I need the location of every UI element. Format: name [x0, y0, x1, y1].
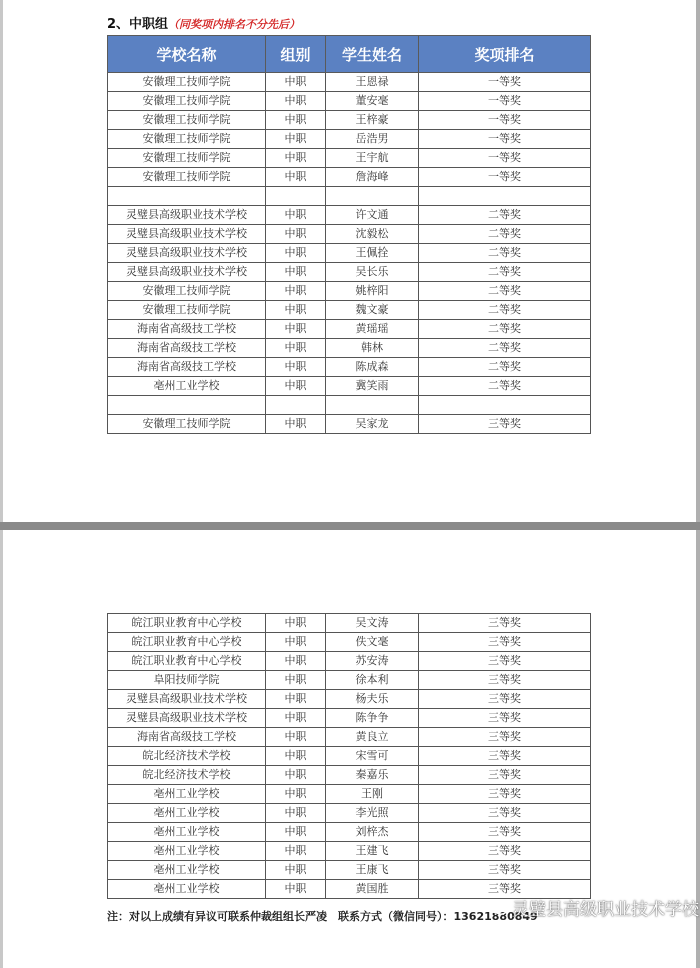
cell-school: 安徽理工技师学院 [108, 73, 266, 92]
cell-school: 海南省高级技工学校 [108, 320, 266, 339]
cell-school: 亳州工业学校 [108, 861, 266, 880]
page-separator [0, 522, 700, 530]
cell-award: 三等奖 [419, 804, 591, 823]
cell-group: 中职 [266, 206, 326, 225]
cell-group: 中职 [266, 880, 326, 899]
cell-award: 三等奖 [419, 633, 591, 652]
cell-student: 秦嘉乐 [326, 766, 419, 785]
cell-school: 皖北经济技术学校 [108, 766, 266, 785]
cell-group: 中职 [266, 168, 326, 187]
cell-student: 刘梓杰 [326, 823, 419, 842]
header-school: 学校名称 [108, 36, 266, 73]
cell-school: 海南省高级技工学校 [108, 728, 266, 747]
table-row [108, 301, 591, 320]
cell-group: 中职 [266, 861, 326, 880]
table-row [108, 339, 591, 358]
cell-school: 皖江职业教育中心学校 [108, 614, 266, 633]
cell-school: 海南省高级技工学校 [108, 339, 266, 358]
cell-school: 海南省高级技工学校 [108, 358, 266, 377]
cell-award: 二等奖 [419, 377, 591, 396]
cell-school: 安徽理工技师学院 [108, 301, 266, 320]
cell-award: 三等奖 [419, 415, 591, 434]
cell-school: 皖江职业教育中心学校 [108, 652, 266, 671]
cell-school: 灵璧县高级职业技术学校 [108, 225, 266, 244]
cell-student: 魏文豪 [326, 301, 419, 320]
cell-school: 安徽理工技师学院 [108, 282, 266, 301]
cell-student: 王刚 [326, 785, 419, 804]
cell-group: 中职 [266, 377, 326, 396]
cell-group: 中职 [266, 149, 326, 168]
watermark [488, 895, 699, 920]
cell-award: 三等奖 [419, 671, 591, 690]
header-group: 组别 [266, 36, 326, 73]
table-row [108, 804, 591, 823]
cell-group [266, 396, 326, 415]
table-row [108, 149, 591, 168]
cell-group: 中职 [266, 73, 326, 92]
table-row [108, 92, 591, 111]
table-header-row [108, 36, 591, 73]
document-page-2 [0, 530, 700, 968]
table-row [108, 358, 591, 377]
table-row [108, 652, 591, 671]
footer-note: 注：对以上成绩有异议可联系仲裁组组长严凌 联系方式（微信同号）：13621880849 [107, 910, 538, 923]
table-row [108, 709, 591, 728]
cell-school: 皖江职业教育中心学校 [108, 633, 266, 652]
table-row [108, 842, 591, 861]
cell-school: 灵璧县高级职业技术学校 [108, 709, 266, 728]
table-row [108, 690, 591, 709]
cell-student: 杨夫乐 [326, 690, 419, 709]
cell-award: 三等奖 [419, 728, 591, 747]
cell-award: 一等奖 [419, 73, 591, 92]
cell-school: 灵璧县高级职业技术学校 [108, 263, 266, 282]
table-row [108, 263, 591, 282]
cell-student: 宋雪可 [326, 747, 419, 766]
table-row [108, 168, 591, 187]
cell-group: 中职 [266, 92, 326, 111]
cell-school: 亳州工业学校 [108, 880, 266, 899]
cell-school: 安徽理工技师学院 [108, 92, 266, 111]
section-title [107, 13, 300, 32]
cell-student: 许文通 [326, 206, 419, 225]
cell-group: 中职 [266, 709, 326, 728]
cell-group: 中职 [266, 225, 326, 244]
cell-student: 黄良立 [326, 728, 419, 747]
table-row [108, 671, 591, 690]
cell-student: 黄国胜 [326, 880, 419, 899]
cell-group: 中职 [266, 766, 326, 785]
cell-school: 安徽理工技师学院 [108, 130, 266, 149]
cell-award: 三等奖 [419, 842, 591, 861]
section-title-text: 2、中职组 [107, 17, 169, 32]
header-student: 学生姓名 [326, 36, 419, 73]
table-row [108, 282, 591, 301]
cell-student: 王梓豪 [326, 111, 419, 130]
table-row [108, 111, 591, 130]
cell-student: 岳浩男 [326, 130, 419, 149]
cell-student: 詹海峰 [326, 168, 419, 187]
cell-award: 二等奖 [419, 282, 591, 301]
cell-student: 吴文涛 [326, 614, 419, 633]
cell-group: 中职 [266, 671, 326, 690]
cell-student: 吴长乐 [326, 263, 419, 282]
table-row [108, 633, 591, 652]
cell-award: 一等奖 [419, 92, 591, 111]
cell-school: 安徽理工技师学院 [108, 111, 266, 130]
cell-school: 安徽理工技师学院 [108, 168, 266, 187]
cell-group: 中职 [266, 690, 326, 709]
cell-award [419, 187, 591, 206]
cell-student: 黄瑶瑶 [326, 320, 419, 339]
cell-award: 一等奖 [419, 130, 591, 149]
cell-school: 灵璧县高级职业技术学校 [108, 690, 266, 709]
table-row [108, 225, 591, 244]
page-edge-left [0, 530, 3, 968]
cell-group: 中职 [266, 130, 326, 149]
table-row [108, 206, 591, 225]
table-row [108, 728, 591, 747]
cell-award: 三等奖 [419, 614, 591, 633]
cell-award: 三等奖 [419, 747, 591, 766]
cell-award: 二等奖 [419, 225, 591, 244]
cell-school: 阜阳技师学院 [108, 671, 266, 690]
cell-award: 二等奖 [419, 206, 591, 225]
cell-group: 中职 [266, 358, 326, 377]
table-row [108, 747, 591, 766]
table-row [108, 766, 591, 785]
results-table-page-2 [107, 613, 591, 899]
cell-student: 陈争争 [326, 709, 419, 728]
results-table-page-1 [107, 35, 591, 434]
cell-student: 陈成森 [326, 358, 419, 377]
table-row [108, 861, 591, 880]
cell-student: 徐本利 [326, 671, 419, 690]
cell-award: 二等奖 [419, 358, 591, 377]
cell-student: 董安毫 [326, 92, 419, 111]
section-note: （同奖项内排名不分先后） [168, 18, 301, 31]
cell-award: 三等奖 [419, 766, 591, 785]
cell-student: 佚文毫 [326, 633, 419, 652]
cell-student: 王恩禄 [326, 73, 419, 92]
cell-group: 中职 [266, 652, 326, 671]
cell-student: 王佩拴 [326, 244, 419, 263]
cell-group [266, 187, 326, 206]
table-row [108, 73, 591, 92]
cell-school [108, 187, 266, 206]
cell-group: 中职 [266, 339, 326, 358]
table-row [108, 377, 591, 396]
table-body-page-1 [108, 73, 591, 434]
cell-award: 三等奖 [419, 861, 591, 880]
table-row-blank [108, 396, 591, 415]
table-row [108, 320, 591, 339]
table-body-page-2 [108, 614, 591, 899]
cell-group: 中职 [266, 633, 326, 652]
cell-student: 苏安涛 [326, 652, 419, 671]
cell-group: 中职 [266, 111, 326, 130]
cell-school: 亳州工业学校 [108, 785, 266, 804]
cell-school: 灵璧县高级职业技术学校 [108, 244, 266, 263]
cell-group: 中职 [266, 415, 326, 434]
table-row [108, 823, 591, 842]
table-row [108, 415, 591, 434]
cell-student: 李光照 [326, 804, 419, 823]
cell-student [326, 187, 419, 206]
cell-award: 二等奖 [419, 244, 591, 263]
cell-school: 安徽理工技师学院 [108, 415, 266, 434]
cell-group: 中职 [266, 823, 326, 842]
cell-group: 中职 [266, 244, 326, 263]
cell-group: 中职 [266, 614, 326, 633]
page-edge-right [696, 0, 700, 522]
cell-student: 姚梓阳 [326, 282, 419, 301]
cell-award: 三等奖 [419, 709, 591, 728]
table-row [108, 130, 591, 149]
cell-group: 中职 [266, 301, 326, 320]
cell-group: 中职 [266, 263, 326, 282]
cell-award: 二等奖 [419, 301, 591, 320]
cell-school: 皖北经济技术学校 [108, 747, 266, 766]
cell-award: 二等奖 [419, 339, 591, 358]
cell-award: 三等奖 [419, 823, 591, 842]
cell-award: 二等奖 [419, 320, 591, 339]
table-row-blank [108, 187, 591, 206]
cell-group: 中职 [266, 320, 326, 339]
cell-student: 吴家龙 [326, 415, 419, 434]
cell-group: 中职 [266, 282, 326, 301]
cell-group: 中职 [266, 842, 326, 861]
cell-school: 亳州工业学校 [108, 377, 266, 396]
table-row [108, 785, 591, 804]
table-row [108, 244, 591, 263]
cell-school [108, 396, 266, 415]
cell-student: 王建飞 [326, 842, 419, 861]
cell-award: 三等奖 [419, 690, 591, 709]
cell-student: 冀笑雨 [326, 377, 419, 396]
cell-school: 亳州工业学校 [108, 804, 266, 823]
cell-group: 中职 [266, 728, 326, 747]
cell-award: 一等奖 [419, 111, 591, 130]
cell-award: 三等奖 [419, 652, 591, 671]
page-edge-left [0, 0, 3, 522]
cell-student [326, 396, 419, 415]
cell-student: 王宇航 [326, 149, 419, 168]
wechat-official-account-icon [488, 900, 508, 916]
cell-student: 王康飞 [326, 861, 419, 880]
cell-school: 安徽理工技师学院 [108, 149, 266, 168]
cell-group: 中职 [266, 785, 326, 804]
cell-school: 亳州工业学校 [108, 842, 266, 861]
cell-group: 中职 [266, 804, 326, 823]
cell-award: 三等奖 [419, 880, 591, 899]
header-award: 奖项排名 [419, 36, 591, 73]
cell-award: 二等奖 [419, 263, 591, 282]
cell-group: 中职 [266, 747, 326, 766]
watermark-text: 灵璧县高级职业技术学校 [512, 900, 699, 920]
table-row [108, 614, 591, 633]
cell-award [419, 396, 591, 415]
cell-award: 三等奖 [419, 785, 591, 804]
cell-award: 一等奖 [419, 168, 591, 187]
cell-school: 灵璧县高级职业技术学校 [108, 206, 266, 225]
cell-student: 沈毅松 [326, 225, 419, 244]
cell-award: 一等奖 [419, 149, 591, 168]
cell-student: 韩林 [326, 339, 419, 358]
cell-school: 亳州工业学校 [108, 823, 266, 842]
